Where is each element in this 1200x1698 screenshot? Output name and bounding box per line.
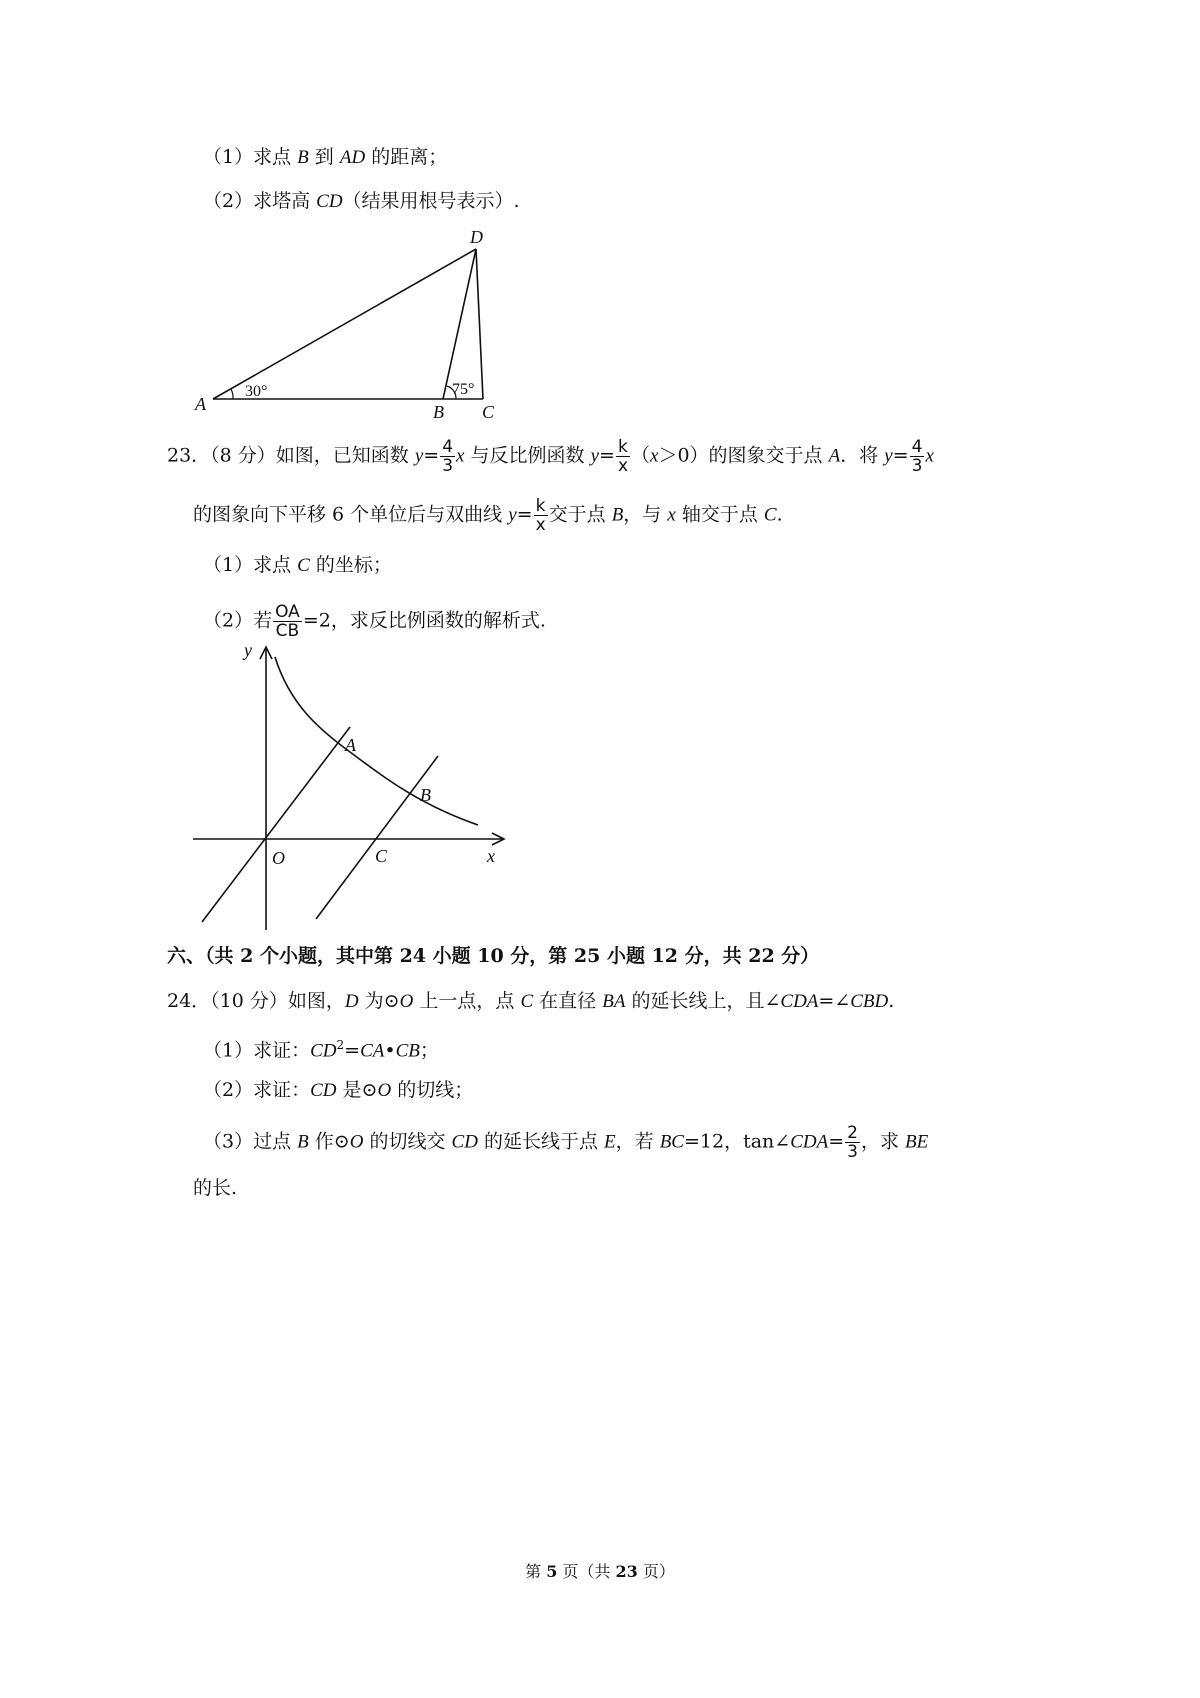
- angle-label-A: 30°: [245, 383, 268, 400]
- q23-sub1: （1）求点 C 的坐标；: [203, 554, 392, 576]
- hyperbola-curve: [275, 657, 478, 825]
- label-y: y: [244, 640, 252, 660]
- q23-line1: 23．（8 分）如图，已知函数 y= $\frac{4}{3}$ x 与反比例函数 y= $\frac{k}{x}$ （x＞0）的图象交于点 A．将 y= $\frac{4}{3}$ x: [167, 437, 934, 476]
- q24-line1: 24．（10 分）如图，D 为⊙O 上一点，点 C 在直径 BA 的延长线上，且∠CDA=∠CBD.: [167, 990, 895, 1012]
- label-B: B: [433, 402, 444, 422]
- label-A: A: [345, 735, 356, 755]
- label-D: D: [470, 227, 483, 247]
- fraction-k-x-2: $\frac{k}{x}$: [535, 496, 546, 535]
- q24-sub2: （2）求证：CD 是⊙O 的切线；: [203, 1079, 474, 1101]
- section-six-heading: 六、（共 2 个小题，其中第 24 小题 10 分，第 25 小题 12 分，共 22 分）: [167, 945, 820, 967]
- label-C: C: [375, 846, 388, 866]
- label-O: O: [272, 848, 285, 868]
- label-C: C: [482, 402, 495, 422]
- label-x: x: [487, 846, 495, 866]
- fraction-4-3-b: $\frac{4}{3}$: [911, 437, 923, 476]
- q23-sub2: （2）若 $\frac{OA}{CB}$ =2，求反比例函数的解析式.: [203, 602, 546, 641]
- fraction-k-x: $\frac{k}{x}$: [617, 437, 628, 476]
- q23-line2: 的图象向下平移 6 个单位后与双曲线 y= $\frac{k}{x}$ 交于点 B，与 x 轴交于点 C.: [193, 496, 783, 535]
- line-CB: [316, 756, 438, 919]
- q24-sub1: （1）求证：$CD^2=CA•CB$；: [203, 1038, 439, 1062]
- line-OA: [202, 727, 350, 922]
- angle-label-B: 75°: [452, 381, 475, 398]
- label-A: A: [195, 394, 206, 414]
- fraction-4-3: $\frac{4}{3}$: [442, 437, 454, 476]
- q22-sub1: （1）求点 B 到 AD 的距离；: [203, 146, 448, 168]
- q24-sub3-continuation: 的长.: [193, 1177, 238, 1199]
- q22-sub2: （2）求塔高 CD（结果用根号表示）.: [203, 190, 520, 212]
- label-B: B: [420, 785, 431, 805]
- fraction-OA-CB: $\frac{OA}{CB}$: [275, 602, 300, 641]
- q24-sub3: （3）过点 B 作⊙O 的切线交 CD 的延长线于点 E，若 BC=12，tan∠CDA= $\frac{2}{3}$ ，求 BE: [203, 1123, 929, 1162]
- fraction-2-3: $\frac{2}{3}$: [847, 1123, 858, 1162]
- page-footer: 第 5 页（共 23 页）: [525, 1562, 675, 1581]
